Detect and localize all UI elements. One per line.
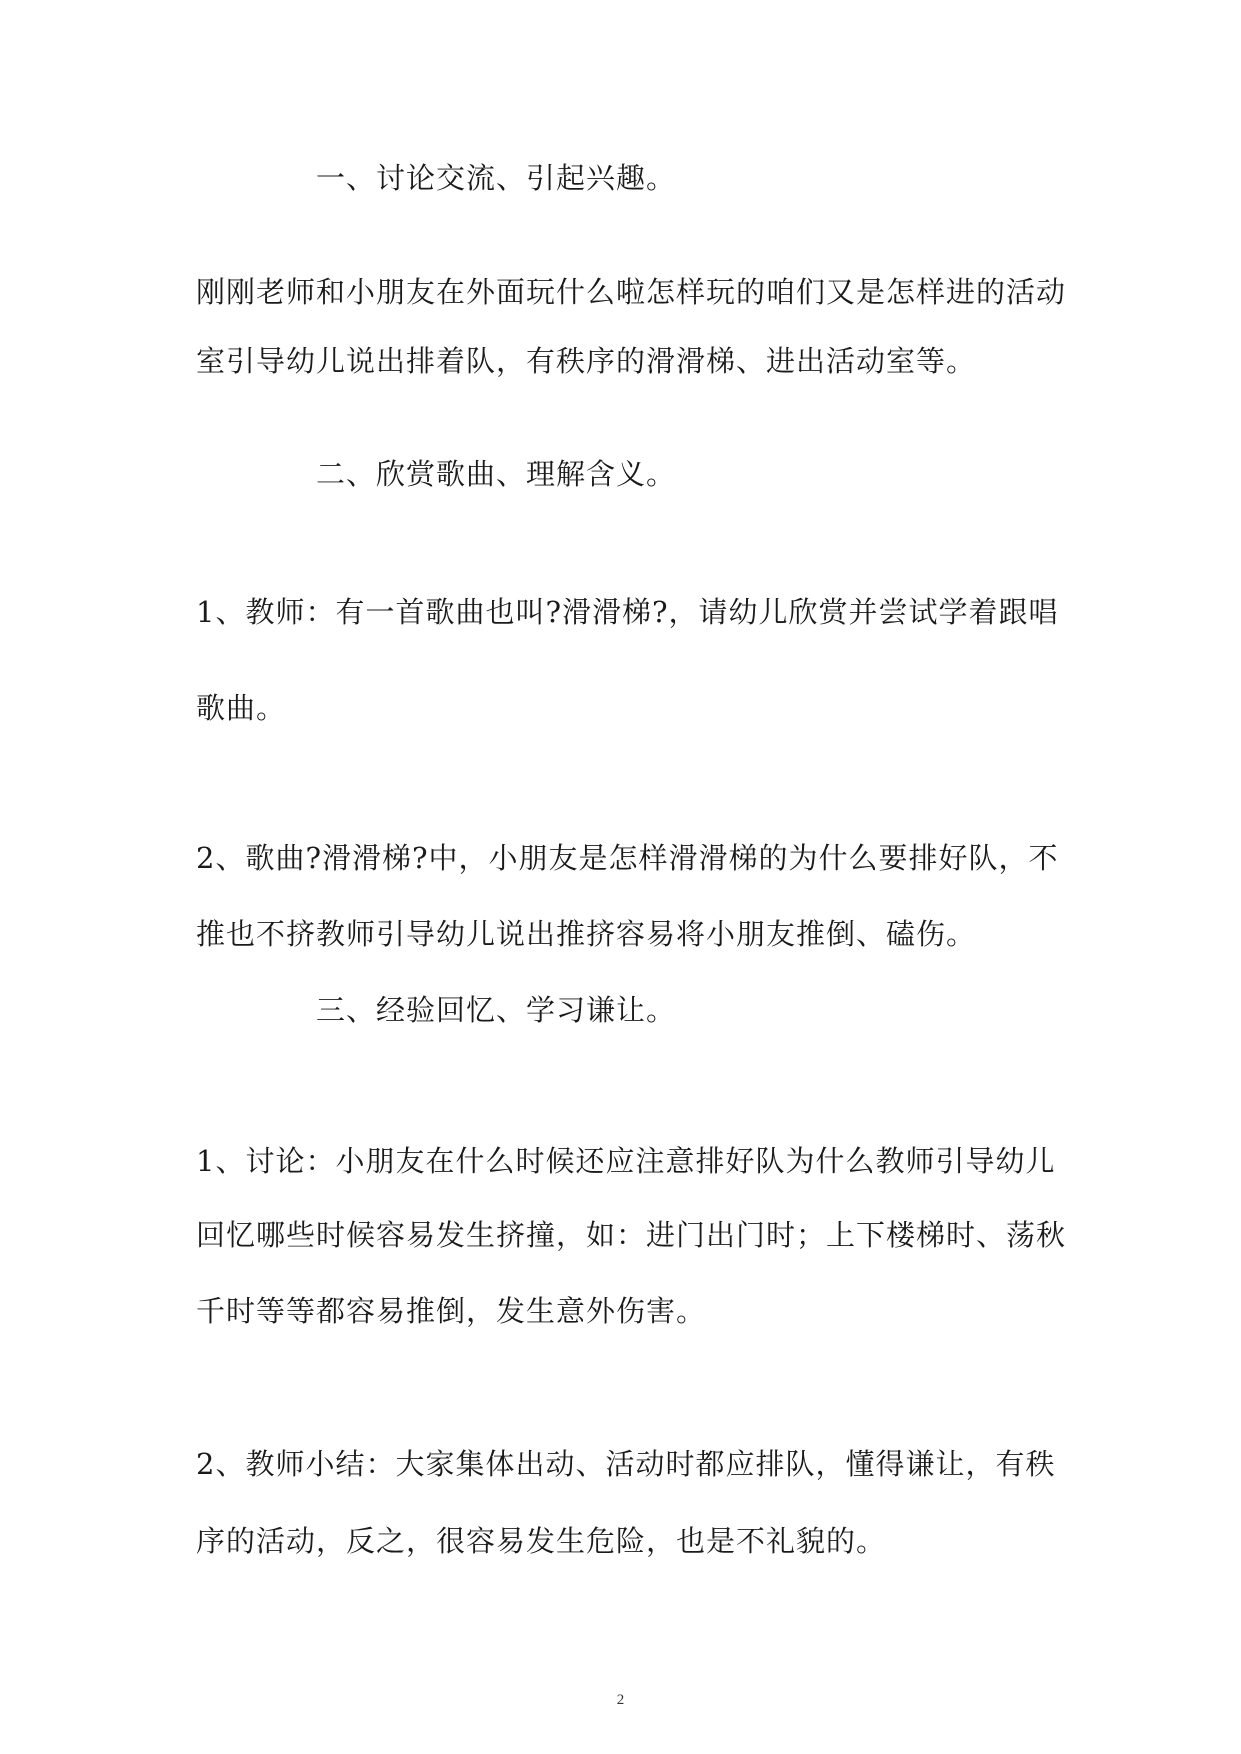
paragraph-line: 2、教师小结：大家集体出动、活动时都应排队，懂得谦让，有秩 — [196, 1447, 1056, 1481]
paragraph-line: 2、歌曲?滑滑梯?中，小朋友是怎样滑滑梯的为什么要排好队，不 — [196, 841, 1059, 875]
paragraph-line: 1、教师：有一首歌曲也叫?滑滑梯?，请幼儿欣赏并尝试学着跟唱 — [196, 595, 1059, 629]
paragraph-line: 回忆哪些时候容易发生挤撞，如：进门出门时；上下楼梯时、荡秋 — [196, 1218, 1067, 1252]
paragraph-line: 千时等等都容易推倒，发生意外伤害。 — [196, 1294, 707, 1328]
paragraph-line: 刚刚老师和小朋友在外面玩什么啦怎样玩的咱们又是怎样进的活动 — [196, 275, 1067, 309]
paragraph-line: 序的活动，反之，很容易发生危险，也是不礼貌的。 — [196, 1524, 887, 1558]
section-heading-2: 二、欣赏歌曲、理解含义。 — [316, 457, 677, 491]
section-heading-3: 三、经验回忆、学习谦让。 — [316, 993, 677, 1027]
paragraph-line: 1、讨论：小朋友在什么时候还应注意排好队为什么教师引导幼儿 — [196, 1144, 1056, 1178]
paragraph-line: 推也不挤教师引导幼儿说出推挤容易将小朋友推倒、磕伤。 — [196, 917, 977, 951]
paragraph-line: 室引导幼儿说出排着队，有秩序的滑滑梯、进出活动室等。 — [196, 344, 977, 378]
page-number: 2 — [616, 1692, 625, 1708]
section-heading-1: 一、讨论交流、引起兴趣。 — [316, 161, 677, 195]
paragraph-line: 歌曲。 — [196, 691, 287, 725]
